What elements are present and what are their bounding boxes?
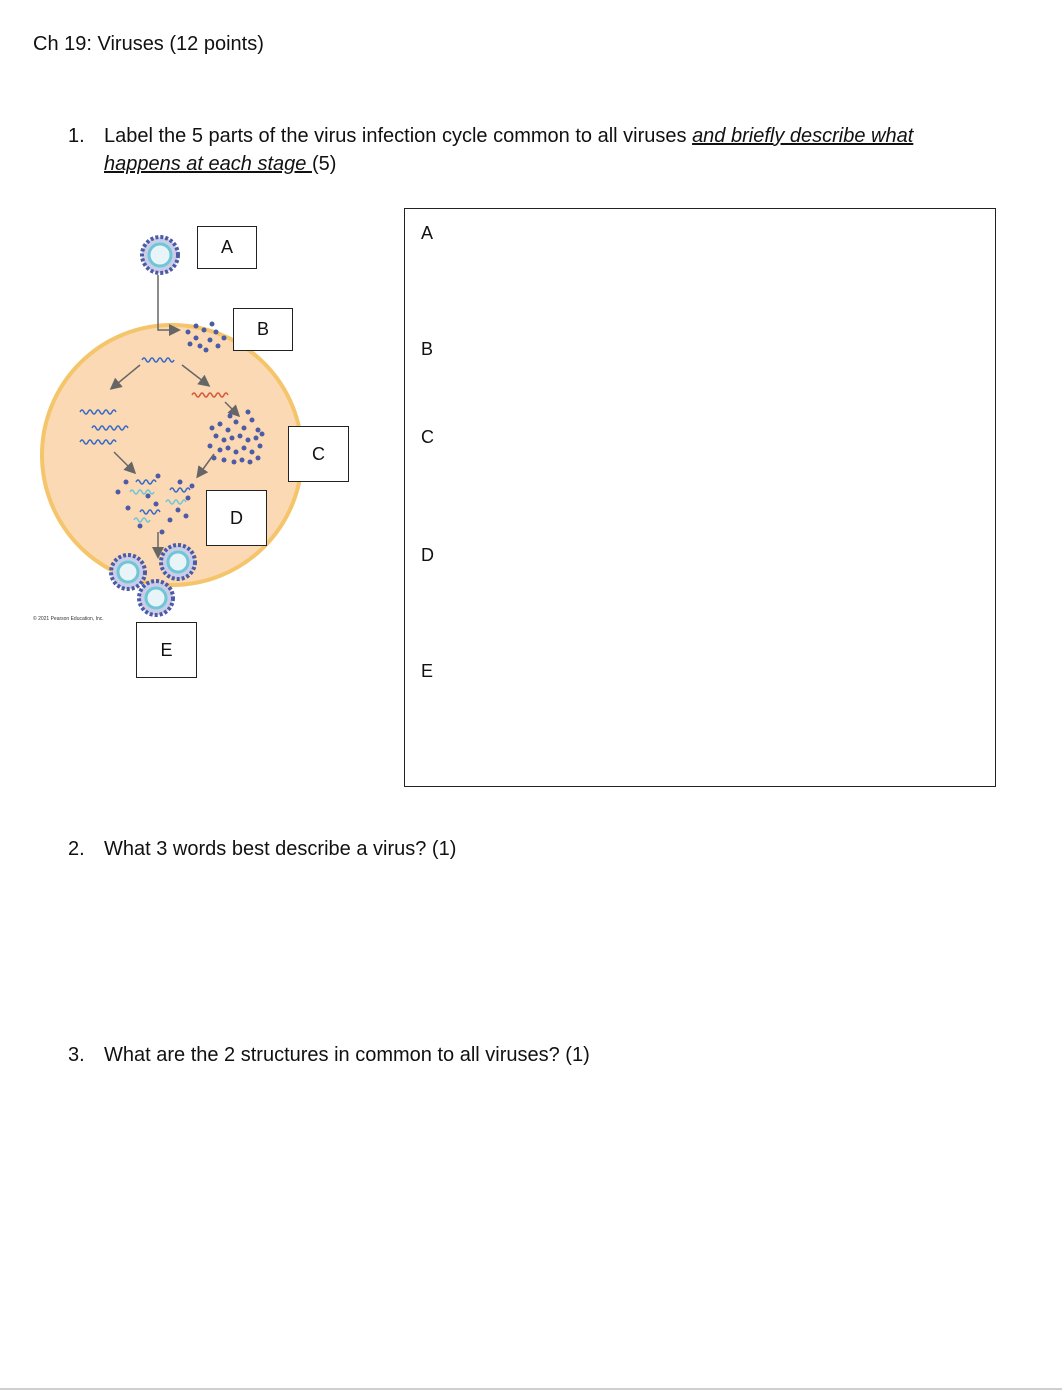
page-title: Ch 19: Viruses (12 points)	[33, 33, 264, 55]
host-cell	[42, 325, 302, 585]
entry-arrow	[158, 275, 178, 330]
released-virion-icon	[161, 545, 195, 579]
question-1-points: (5)	[311, 153, 337, 175]
diagram-label-b[interactable]: B	[233, 308, 293, 351]
released-virion-icon	[139, 581, 173, 615]
answer-letter-d: D	[421, 545, 434, 565]
answer-letter-a: A	[421, 223, 434, 243]
virus-cycle-diagram	[30, 220, 360, 630]
copyright-notice: © 2021 Pearson Education, Inc.	[33, 616, 104, 622]
question-2	[68, 838, 456, 861]
question-2-number: 2.	[68, 838, 85, 860]
answer-box[interactable]	[404, 208, 996, 787]
diagram-label-e[interactable]: E	[136, 622, 197, 678]
answer-letter-e: E	[421, 661, 434, 681]
question-2-text: What 3 words best describe a virus? (1)	[104, 838, 457, 860]
question-1-underlined: and briefly describe what happens at each stage	[104, 125, 914, 175]
diagram-label-c[interactable]: C	[288, 426, 349, 482]
question-1-plain: Label the 5 parts of the virus infection cycle common to all viruses	[104, 125, 693, 147]
diagram-label-d[interactable]: D	[206, 490, 267, 546]
question-3	[68, 1044, 590, 1067]
answer-letter-c: C	[421, 427, 434, 447]
diagram-label-a[interactable]: A	[197, 226, 257, 269]
question-1-text	[104, 122, 964, 178]
question-3-number: 3.	[68, 1044, 85, 1066]
virus-particle-icon	[142, 237, 178, 273]
page-bottom-divider	[0, 1388, 1062, 1390]
released-virion-icon	[111, 555, 145, 589]
question-1-number: 1.	[68, 125, 85, 147]
answer-letter-b: B	[421, 339, 434, 359]
question-3-text: What are the 2 structures in common to all viruses? (1)	[104, 1044, 590, 1066]
